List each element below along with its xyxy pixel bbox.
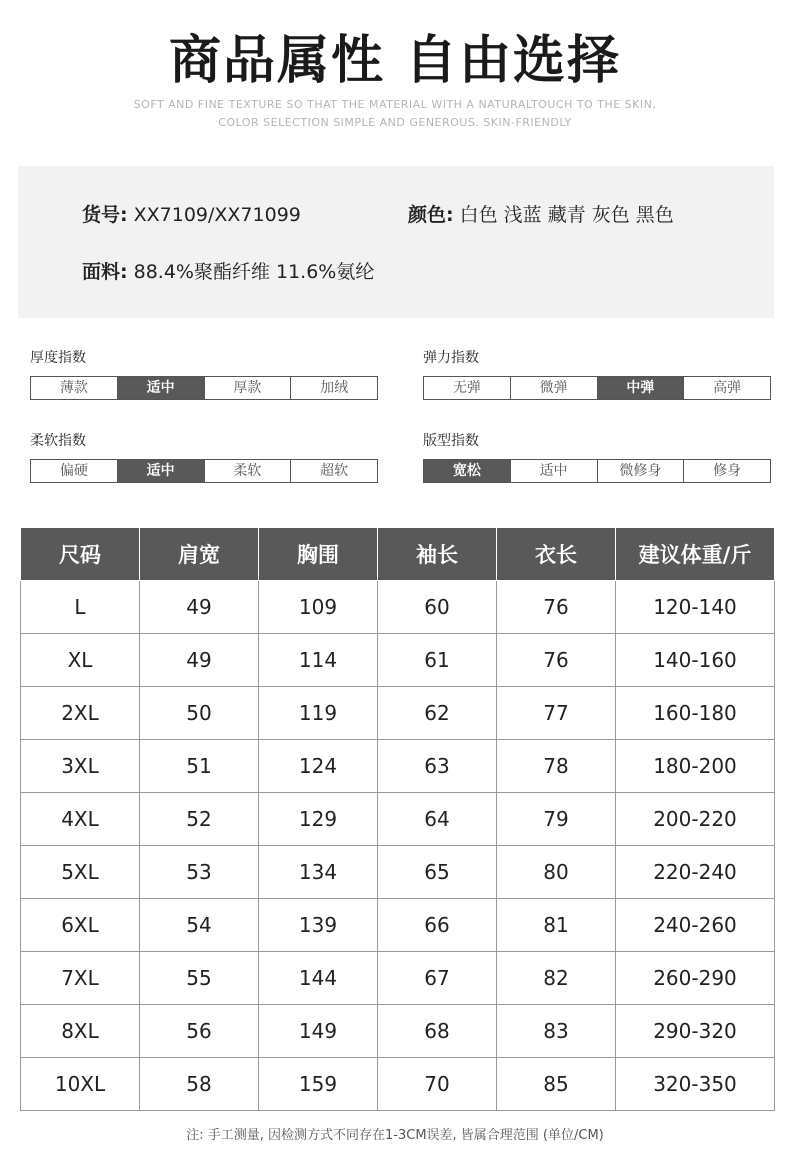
table-cell: L xyxy=(21,581,140,634)
table-cell: 78 xyxy=(497,740,616,793)
size-table-header-row xyxy=(21,528,775,581)
table-cell: 82 xyxy=(497,952,616,1005)
product-info-box xyxy=(18,166,774,318)
header-shoulder: 肩宽 xyxy=(140,528,259,581)
table-cell: 85 xyxy=(497,1058,616,1111)
header-sleeve: 袖长 xyxy=(378,528,497,581)
table-row xyxy=(21,846,775,899)
table-row xyxy=(21,793,775,846)
table-row xyxy=(21,634,775,687)
thickness-option-fleece: 加绒 xyxy=(290,377,377,399)
softness-index-label: 柔软指数 xyxy=(30,433,86,449)
table-cell: 200-220 xyxy=(616,793,775,846)
table-cell: 70 xyxy=(378,1058,497,1111)
table-cell: 80 xyxy=(497,846,616,899)
table-row xyxy=(21,581,775,634)
table-cell: 124 xyxy=(259,740,378,793)
table-cell: 66 xyxy=(378,899,497,952)
elasticity-index xyxy=(423,348,771,400)
table-cell: 67 xyxy=(378,952,497,1005)
table-cell: 77 xyxy=(497,687,616,740)
table-cell: 63 xyxy=(378,740,497,793)
softness-option-soft: 柔软 xyxy=(204,460,291,482)
size-table xyxy=(20,527,775,1111)
table-cell: 76 xyxy=(497,634,616,687)
table-cell: 159 xyxy=(259,1058,378,1111)
header-length: 衣长 xyxy=(497,528,616,581)
table-cell: 53 xyxy=(140,846,259,899)
header-weight: 建议体重/斤 xyxy=(616,528,775,581)
table-row xyxy=(21,740,775,793)
elasticity-index-label: 弹力指数 xyxy=(423,350,479,366)
table-row xyxy=(21,687,775,740)
table-cell: 55 xyxy=(140,952,259,1005)
table-cell: 76 xyxy=(497,581,616,634)
elasticity-option-slight: 微弹 xyxy=(510,377,597,399)
table-cell: 8XL xyxy=(21,1005,140,1058)
table-cell: 140-160 xyxy=(616,634,775,687)
color-row xyxy=(408,200,674,227)
softness-index xyxy=(30,431,378,483)
item-number-label: 货号: xyxy=(82,204,128,226)
thickness-option-thin: 薄款 xyxy=(59,380,88,396)
fit-option-semi-slim: 微修身 xyxy=(597,460,684,482)
item-number-row xyxy=(82,200,301,227)
fit-index-label: 版型指数 xyxy=(423,433,479,449)
table-cell: 144 xyxy=(259,952,378,1005)
table-cell: 68 xyxy=(378,1005,497,1058)
fabric-value: 88.4%聚酯纤维 11.6%氨纶 xyxy=(133,261,375,283)
fit-option-loose: 宽松 xyxy=(424,460,510,482)
subtitle-line-1: SOFT AND FINE TEXTURE SO THAT THE MATERIAL WITH A NATURALTOUCH TO THE SKIN, xyxy=(133,98,657,111)
table-cell: 7XL xyxy=(21,952,140,1005)
table-cell: 65 xyxy=(378,846,497,899)
table-cell: 52 xyxy=(140,793,259,846)
thickness-index-label: 厚度指数 xyxy=(30,350,86,366)
fit-option-slim: 修身 xyxy=(683,460,770,482)
table-cell: 240-260 xyxy=(616,899,775,952)
table-row xyxy=(21,1005,775,1058)
table-cell: 160-180 xyxy=(616,687,775,740)
table-cell: 120-140 xyxy=(616,581,775,634)
table-cell: 139 xyxy=(259,899,378,952)
table-cell: 290-320 xyxy=(616,1005,775,1058)
table-cell: 61 xyxy=(378,634,497,687)
header-size: 尺码 xyxy=(21,528,140,581)
table-cell: 149 xyxy=(259,1005,378,1058)
elasticity-option-none: 无弹 xyxy=(452,380,481,396)
item-number-value: XX7109/XX71099 xyxy=(133,204,301,226)
table-cell: 119 xyxy=(259,687,378,740)
thickness-option-medium: 适中 xyxy=(117,377,204,399)
table-cell: 4XL xyxy=(21,793,140,846)
color-value: 白色 浅蓝 藏青 灰色 黑色 xyxy=(459,204,674,226)
table-cell: 109 xyxy=(259,581,378,634)
table-cell: 6XL xyxy=(21,899,140,952)
table-row xyxy=(21,1058,775,1111)
table-cell: 5XL xyxy=(21,846,140,899)
table-cell: 83 xyxy=(497,1005,616,1058)
elasticity-option-medium: 中弹 xyxy=(597,377,684,399)
softness-option-hard: 偏硬 xyxy=(59,463,88,479)
thickness-index xyxy=(30,348,378,400)
table-cell: 62 xyxy=(378,687,497,740)
table-cell: 58 xyxy=(140,1058,259,1111)
table-row xyxy=(21,899,775,952)
fit-index-options xyxy=(423,459,771,483)
table-cell: 3XL xyxy=(21,740,140,793)
measurement-note: 注: 手工测量, 因检测方式不同存在1-3CM误差, 皆属合理范围 (单位/CM) xyxy=(186,1128,604,1143)
table-cell: 320-350 xyxy=(616,1058,775,1111)
softness-index-options xyxy=(30,459,378,483)
table-cell: 134 xyxy=(259,846,378,899)
table-cell: 56 xyxy=(140,1005,259,1058)
table-row xyxy=(21,952,775,1005)
color-label: 颜色: xyxy=(408,204,454,226)
table-cell: 51 xyxy=(140,740,259,793)
thickness-index-options xyxy=(30,376,378,400)
fit-index xyxy=(423,431,771,483)
header-chest: 胸围 xyxy=(259,528,378,581)
table-cell: 180-200 xyxy=(616,740,775,793)
table-cell: 81 xyxy=(497,899,616,952)
softness-option-super-soft: 超软 xyxy=(290,460,377,482)
table-cell: 79 xyxy=(497,793,616,846)
table-cell: 2XL xyxy=(21,687,140,740)
page-subtitle xyxy=(0,96,790,132)
elasticity-index-options xyxy=(423,376,771,400)
table-cell: 60 xyxy=(378,581,497,634)
fabric-row xyxy=(82,257,374,284)
table-cell: 260-290 xyxy=(616,952,775,1005)
table-cell: XL xyxy=(21,634,140,687)
table-cell: 10XL xyxy=(21,1058,140,1111)
softness-option-medium: 适中 xyxy=(117,460,204,482)
thickness-option-thick: 厚款 xyxy=(204,377,291,399)
table-cell: 49 xyxy=(140,581,259,634)
table-cell: 129 xyxy=(259,793,378,846)
table-cell: 114 xyxy=(259,634,378,687)
table-cell: 50 xyxy=(140,687,259,740)
fit-option-regular: 适中 xyxy=(510,460,597,482)
table-cell: 54 xyxy=(140,899,259,952)
subtitle-line-2: COLOR SELECTION SIMPLE AND GENEROUS. SKIN-FRIENDLY xyxy=(218,116,572,129)
fabric-label: 面料: xyxy=(82,261,128,283)
table-cell: 49 xyxy=(140,634,259,687)
page-title: 商品属性 自由选择 xyxy=(168,31,622,91)
elasticity-option-high: 高弹 xyxy=(683,377,770,399)
table-cell: 64 xyxy=(378,793,497,846)
table-cell: 220-240 xyxy=(616,846,775,899)
